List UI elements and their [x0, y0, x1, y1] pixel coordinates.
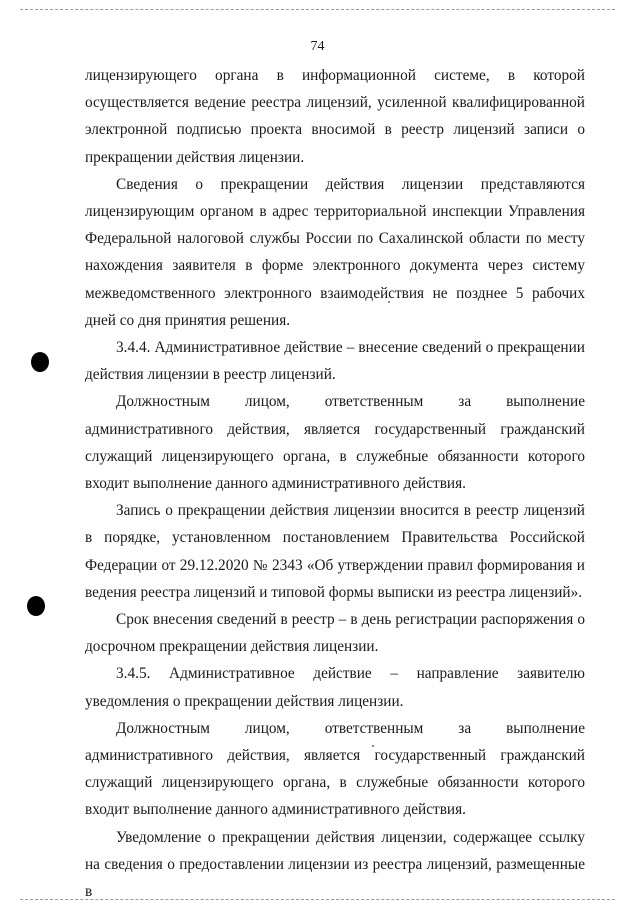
paragraph-register-entry: Запись о прекращении действия лицензии вносится в реестр лицензий в порядке, установленном постановлением Правительства Российской Федерации от 29.12.2020 № 2343 «Об утверждении правил формирования и ведения реестра лицензий и типовой формы выписки из реестра лицензий».: [85, 502, 585, 601]
paragraph-responsible-official: Должностным лицом, ответственным за выполнение административного действия, является государственный гражданский служащий лицензирующего органа, в служебные обязанности которого входит выполнение данного административного действия.: [85, 393, 585, 493]
section-3-4-5-heading: 3.4.5. Административное действие – направление заявителю уведомления о прекращении действия лицензии.: [85, 665, 585, 710]
page-number: 74: [310, 39, 325, 54]
scan-edge-top: [20, 9, 615, 10]
paragraph-responsible-official-2: Должностным лицом, ответственным за выполнение административного действия, является государственный гражданский служащий лицензирующего органа, в служебные обязанности которого входит выполнение данного административного действия.: [85, 719, 585, 819]
paragraph-continuation: лицензирующего органа в информационной системе, в которой осуществляется ведение реестра лицензий, усиленной квалифицированной электронной подписью проекта вносимой в реестр лицензий записи о прекращении действия лицензии.: [85, 67, 585, 166]
punch-hole-mark: [31, 352, 49, 372]
paragraph-entry-deadline: Срок внесения сведений в реестр – в день регистрации распоряжения о досрочном прекращении действия лицензии.: [85, 611, 585, 656]
punch-hole-mark: [27, 596, 45, 616]
paragraph-tax-notification: Сведения о прекращении действия лицензии представляются лицензирующим органом в адрес территориальной инспекции Управления Федеральной налоговой службы России по Сахалинской области по месту нахождения заявителя в форме электронного документа через систему межведомственного электронного взаимодействия не позднее 5 рабочих дней со дня принятия решения.: [85, 175, 585, 329]
section-3-4-4-heading: 3.4.4. Административное действие – внесение сведений о прекращении действия лицензии в реестр лицензий.: [85, 339, 585, 384]
document-body: [85, 62, 585, 905]
scan-edge-bottom: [20, 899, 615, 900]
paragraph-notification-link: Уведомление о прекращении действия лицензии, содержащее ссылку на сведения о предоставлении лицензии из реестра лицензий, размещенные в: [85, 828, 585, 901]
